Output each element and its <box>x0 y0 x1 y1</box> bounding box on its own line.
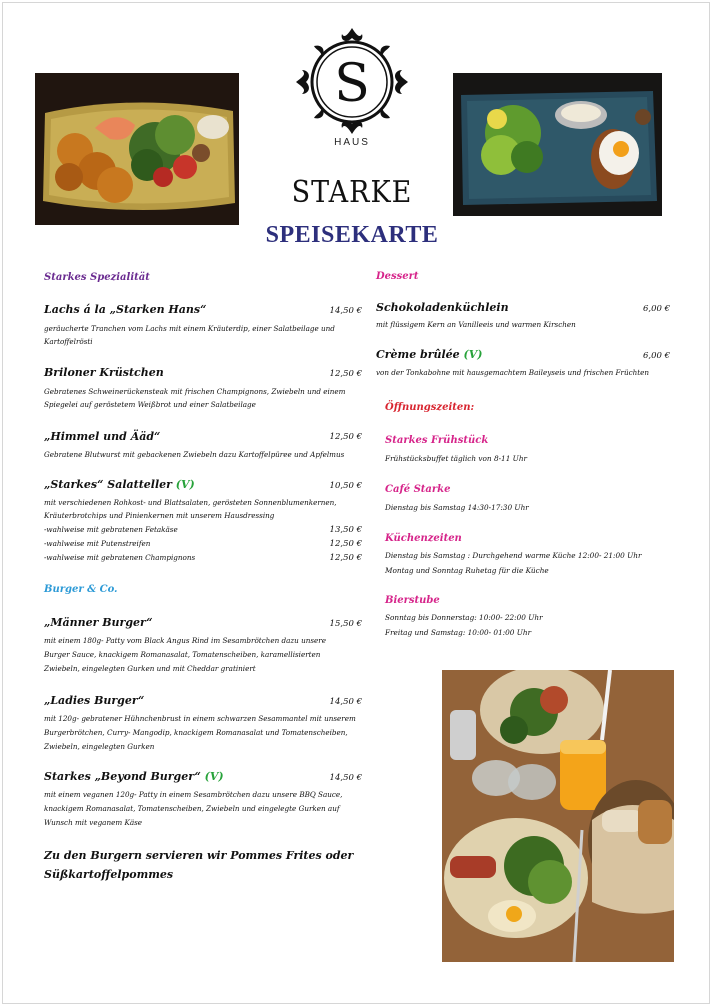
hours-bierstube-line-2: Freitag und Samstag: 10:00- 01:00 Uhr <box>385 628 532 637</box>
dish-creme-label: Crème brûlée <box>376 348 460 361</box>
dish-lachs-desc-2: Kartoffelrösti <box>44 337 93 346</box>
hours-fruehstueck-title: Starkes Frühstück <box>385 435 489 446</box>
dish-himmel-name: „Himmel und Ääd“ <box>44 430 161 443</box>
dish-salat-label: „Starkes“ Salatteller <box>44 478 172 491</box>
dish-schoko-price: 6,00 € <box>642 304 670 314</box>
haus-starke-logo <box>292 26 412 136</box>
salat-option-price: 12,50 € <box>329 539 362 549</box>
dish-schoko-name: Schokoladenküchlein <box>376 301 509 314</box>
salat-option-label: -wahlweise mit gebratenen Fetakäse <box>44 525 178 534</box>
dish-ladies-price: 14,50 € <box>329 697 362 707</box>
page-title: SPEISEKARTE <box>265 222 439 248</box>
dish-lachs-desc-1: geräucherte Tranchen vom Lachs mit einem Kräuterdip, einer Salatbeilage und <box>44 324 335 333</box>
dish-salat-name <box>44 478 195 491</box>
photo-lachs-dish <box>35 73 239 225</box>
hours-kueche-line-2: Montag und Sonntag Ruhetag für die Küche <box>385 566 549 575</box>
dish-beyond-desc-2: knackigem Romanasalat, Tomatenscheiben, Zwiebeln und eingelegte Gurken auf <box>44 804 340 813</box>
photo-breakfast-graphic <box>442 670 674 962</box>
dish-creme-desc-1: von der Tonkabohne mit hausgemachtem Baileyseis und frischen Früchten <box>376 368 650 377</box>
dish-creme-price: 6,00 € <box>642 351 670 361</box>
dish-maenner-desc-1: mit einem 180g- Patty vom Black Angus Rind im Sesambrötchen dazu unsere <box>44 636 326 645</box>
dish-maenner-desc-3: Zwiebeln, eingelegten Gurken und mit Cheddar gratiniert <box>44 664 256 673</box>
section-spezialitaet: Starkes Spezialität <box>44 272 150 283</box>
dish-ladies-name: „Ladies Burger“ <box>44 694 145 707</box>
dish-himmel-desc-1: Gebratene Blutwurst mit gebackenen Zwiebeln dazu Kartoffelpüree und Apfelmus <box>44 450 345 459</box>
dish-ladies-desc-2: Burgerbrötchen, Curry- Mangodip, knackigem Romanasalat und Tomatenscheiben, <box>44 728 348 737</box>
dish-maenner-price: 15,50 € <box>329 619 362 629</box>
dish-beyond-desc-1: mit einem veganen 120g- Patty in einem Sesambrötchen dazu unsere BBQ Sauce, <box>44 790 343 799</box>
hours-kueche-line-1: Dienstag bis Samstag : Durchgehend warme Küche 12:00- 21:00 Uhr <box>385 551 642 560</box>
dish-briloner-name: Briloner Krüstchen <box>44 366 164 379</box>
hours-bierstube-line-1: Sonntag bis Donnerstag: 10:00- 22:00 Uhr <box>385 613 543 622</box>
dish-briloner-desc-1: Gebratenes Schweinerückensteak mit frischen Champignons, Zwiebeln und einem <box>44 387 346 396</box>
dish-salat-price: 10,50 € <box>329 481 362 491</box>
dish-maenner-name: „Männer Burger“ <box>44 616 153 629</box>
dish-ladies-desc-1: mit 120g- gebratener Hühnchenbrust in einem schwarzen Sesammantel mit unserem <box>44 714 356 723</box>
hours-fruehstueck-line-1: Frühstücksbuffet täglich von 8-11 Uhr <box>385 454 528 463</box>
vegan-badge: (V) <box>204 770 224 783</box>
brand-name: STARKE <box>291 175 413 210</box>
dish-beyond-desc-3: Wunsch mit veganem Käse <box>44 818 143 827</box>
salat-option-label: -wahlweise mit Putenstreifen <box>44 539 151 548</box>
vegetarian-badge: (V) <box>463 348 483 361</box>
dish-briloner-price: 12,50 € <box>329 369 362 379</box>
dish-salat-desc-1: mit verschiedenen Rohkost- und Blattsalaten, gerösteten Sonnenblumenkernen, <box>44 498 337 507</box>
hours-bierstube-title: Bierstube <box>385 595 440 606</box>
burger-note-line-1: Zu den Burgern servieren wir Pommes Frites oder <box>44 849 354 862</box>
salat-option-price: 13,50 € <box>329 525 362 535</box>
hours-cafe-title: Café Starke <box>385 484 451 495</box>
dish-himmel-price: 12,50 € <box>329 432 362 442</box>
salat-option-price: 12,50 € <box>329 553 362 563</box>
dish-creme-name <box>376 348 482 361</box>
hours-kueche-title: Küchenzeiten <box>385 533 462 544</box>
brand-haus: HAUS <box>334 137 370 148</box>
dish-salat-desc-2: Kräuterbrotchips und Pinienkernen mit unserem Hausdressing <box>44 511 275 520</box>
photo-lachs-graphic <box>35 73 239 225</box>
dish-beyond-name <box>44 770 224 783</box>
dish-beyond-label: Starkes „Beyond Burger“ <box>44 770 201 783</box>
dish-briloner-desc-2: Spiegelei auf geröstetem Weißbrot und einer Salatbeilage <box>44 400 256 409</box>
dish-lachs-name: Lachs á la „Starken Hans“ <box>44 303 207 316</box>
salat-option-label: -wahlweise mit gebratenen Champignons <box>44 553 196 562</box>
vegetarian-badge: (V) <box>175 478 195 491</box>
logo-letter: S <box>334 54 370 114</box>
hours-cafe-line-1: Dienstag bis Samstag 14:30-17:30 Uhr <box>385 503 529 512</box>
dish-ladies-desc-3: Zwiebeln, eingelegten Gurken <box>44 742 155 751</box>
photo-egg-dish <box>453 73 662 216</box>
dish-maenner-desc-2: Burger Sauce, knackigem Romanasalat, Tomatenscheiben, karamellisierten <box>44 650 321 659</box>
section-oeffnungszeiten: Öffnungszeiten: <box>385 402 475 413</box>
dish-beyond-price: 14,50 € <box>329 773 362 783</box>
section-burger: Burger & Co. <box>44 584 118 595</box>
burger-note-line-2: Süßkartoffelpommes <box>44 868 174 881</box>
dish-schoko-desc-1: mit flüssigem Kern an Vanilleeis und warmen Kirschen <box>376 320 576 329</box>
photo-breakfast-table <box>442 670 674 962</box>
section-dessert: Dessert <box>376 271 419 282</box>
dish-lachs-price: 14,50 € <box>329 306 362 316</box>
photo-egg-graphic <box>453 73 662 216</box>
